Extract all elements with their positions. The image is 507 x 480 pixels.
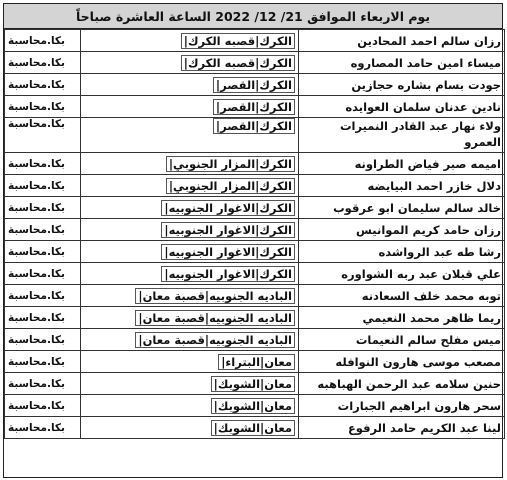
specialization-cell bbox=[5, 263, 81, 285]
specialization-cell bbox=[5, 285, 81, 307]
location-text: معان|الشوبك| bbox=[211, 420, 295, 436]
student-name-cell bbox=[299, 307, 505, 329]
table-row bbox=[5, 241, 505, 263]
location-cell bbox=[81, 74, 299, 96]
specialization-cell bbox=[5, 118, 81, 153]
specialization-cell bbox=[5, 395, 81, 417]
location-cell bbox=[81, 373, 299, 395]
specialization-cell bbox=[5, 373, 81, 395]
specialization-text: بكا.محاسبة bbox=[8, 78, 65, 91]
location-cell bbox=[81, 285, 299, 307]
student-name-cell bbox=[299, 373, 505, 395]
student-name: سحر هارون ابراهيم الجبارات bbox=[337, 398, 501, 413]
table-row bbox=[5, 329, 505, 351]
location-text: الباديه الجنوبيه|قصبة معان| bbox=[135, 332, 295, 348]
student-name-cell bbox=[299, 175, 505, 197]
location-text: الكرك|الاغوار الجنوبيه| bbox=[161, 200, 295, 216]
student-name: ولاء نهار عبد القادر النميرات العمرو bbox=[339, 119, 501, 149]
student-name: رزان سالم احمد المحادين bbox=[357, 33, 501, 48]
specialization-text: بكا.محاسبة bbox=[8, 157, 65, 170]
location-cell bbox=[81, 197, 299, 219]
table-row bbox=[5, 285, 505, 307]
specialization-cell bbox=[5, 351, 81, 373]
student-name: ميساء امين حامد المصاروه bbox=[350, 55, 501, 70]
location-cell bbox=[81, 118, 299, 153]
table-row bbox=[5, 197, 505, 219]
location-text: الباديه الجنوبيه|قصبة معان| bbox=[135, 288, 295, 304]
specialization-cell bbox=[5, 197, 81, 219]
specialization-text: بكا.محاسبة bbox=[8, 118, 65, 130]
location-cell bbox=[81, 52, 299, 74]
specialization-text: بكا.محاسبة bbox=[8, 267, 65, 280]
specialization-text: بكا.محاسبة bbox=[8, 34, 65, 47]
specialization-text: بكا.محاسبة bbox=[8, 245, 65, 258]
exam-schedule-sheet bbox=[3, 3, 503, 478]
student-name-cell bbox=[299, 219, 505, 241]
location-text: الباديه الجنوبيه|قصبة معان| bbox=[135, 310, 295, 326]
student-name: رزان حامد كريم الموانيس bbox=[356, 222, 501, 237]
location-text: معان|الشوبك| bbox=[211, 398, 295, 414]
specialization-cell bbox=[5, 329, 81, 351]
table-row bbox=[5, 307, 505, 329]
location-cell bbox=[81, 307, 299, 329]
location-cell bbox=[81, 263, 299, 285]
specialization-cell bbox=[5, 241, 81, 263]
student-name: علي قبلان عبد ربه الشواوره bbox=[341, 266, 501, 281]
student-name-cell bbox=[299, 74, 505, 96]
table-row bbox=[5, 263, 505, 285]
specialization-text: بكا.محاسبة bbox=[8, 179, 65, 192]
specialization-cell bbox=[5, 219, 81, 241]
location-cell bbox=[81, 329, 299, 351]
location-text: الكرك|الاغوار الجنوبيه| bbox=[161, 222, 295, 238]
student-name-cell bbox=[299, 241, 505, 263]
table-row bbox=[5, 30, 505, 52]
table-row bbox=[5, 175, 505, 197]
student-name: مصعب موسى هارون النوافله bbox=[335, 354, 501, 369]
student-name: دلال خازر احمد البيايضه bbox=[367, 178, 501, 193]
specialization-text: بكا.محاسبة bbox=[8, 399, 65, 412]
location-cell bbox=[81, 351, 299, 373]
table-row bbox=[5, 219, 505, 241]
student-name-cell bbox=[299, 118, 505, 153]
specialization-text: بكا.محاسبة bbox=[8, 333, 65, 346]
location-text: الكرك|قصبه الكرك| bbox=[181, 55, 295, 71]
student-name: رشا طه عبد الرواشده bbox=[378, 244, 501, 259]
student-name-cell bbox=[299, 153, 505, 175]
specialization-cell bbox=[5, 52, 81, 74]
table-row bbox=[5, 74, 505, 96]
location-text: الكرك|القصر| bbox=[213, 99, 295, 115]
location-text: الكرك|المزار الجنوبي| bbox=[166, 178, 295, 194]
specialization-text: بكا.محاسبة bbox=[8, 311, 65, 324]
student-name-cell bbox=[299, 351, 505, 373]
specialization-text: بكا.محاسبة bbox=[8, 289, 65, 302]
location-cell bbox=[81, 417, 299, 439]
specialization-cell bbox=[5, 175, 81, 197]
table-row bbox=[5, 395, 505, 417]
location-cell bbox=[81, 175, 299, 197]
student-name: اميمه صبر فياض الطراونه bbox=[354, 156, 501, 171]
student-name-cell bbox=[299, 96, 505, 118]
location-text: الكرك|الاغوار الجنوبيه| bbox=[161, 266, 295, 282]
specialization-cell bbox=[5, 30, 81, 52]
location-text: الكرك|القصر| bbox=[213, 77, 295, 93]
student-name-cell bbox=[299, 263, 505, 285]
specialization-cell bbox=[5, 417, 81, 439]
table-row bbox=[5, 373, 505, 395]
specialization-text: بكا.محاسبة bbox=[8, 201, 65, 214]
students-table-body bbox=[5, 30, 505, 439]
student-name-cell bbox=[299, 395, 505, 417]
student-name: نادين عدنان سلمان العوايده bbox=[345, 99, 501, 114]
location-text: معان|الشوبك| bbox=[211, 376, 295, 392]
student-name: ميس مفلح سالم النعيمات bbox=[355, 332, 501, 347]
location-cell bbox=[81, 30, 299, 52]
student-name: حنين سلامه عبد الرحمن الهباهبه bbox=[317, 376, 501, 391]
student-name: لينا عبد الكريم حامد الرفوع bbox=[347, 420, 501, 435]
location-text: الكرك|القصر| bbox=[213, 118, 295, 134]
table-row bbox=[5, 351, 505, 373]
location-cell bbox=[81, 96, 299, 118]
specialization-cell bbox=[5, 96, 81, 118]
student-name-cell bbox=[299, 197, 505, 219]
location-text: معان|البتراء| bbox=[218, 354, 295, 370]
specialization-text: بكا.محاسبة bbox=[8, 421, 65, 434]
table-row bbox=[5, 96, 505, 118]
location-cell bbox=[81, 219, 299, 241]
specialization-text: بكا.محاسبة bbox=[8, 100, 65, 113]
student-name: توبه محمد خلف السعادنه bbox=[361, 288, 501, 303]
specialization-text: بكا.محاسبة bbox=[8, 223, 65, 236]
table-row bbox=[5, 118, 505, 153]
student-name: جودت بسام بشاره حجازين bbox=[351, 77, 501, 92]
schedule-title: يوم الاربعاء الموافق 21/ 12/ 2022 الساعة العاشرة صباحاً bbox=[4, 4, 502, 29]
table-row bbox=[5, 52, 505, 74]
student-name-cell bbox=[299, 285, 505, 307]
student-name-cell bbox=[299, 417, 505, 439]
location-text: الكرك|قصبه الكرك| bbox=[181, 33, 295, 49]
specialization-cell bbox=[5, 307, 81, 329]
student-name: خالد سالم سليمان ابو عرقوب bbox=[333, 200, 501, 215]
specialization-cell bbox=[5, 74, 81, 96]
table-row bbox=[5, 417, 505, 439]
location-cell bbox=[81, 153, 299, 175]
location-text: الكرك|الاغوار الجنوبيه| bbox=[161, 244, 295, 260]
specialization-text: بكا.محاسبة bbox=[8, 355, 65, 368]
location-cell bbox=[81, 395, 299, 417]
student-name-cell bbox=[299, 52, 505, 74]
students-table bbox=[4, 29, 505, 439]
location-text: الكرك|المزار الجنوبي| bbox=[166, 156, 295, 172]
specialization-text: بكا.محاسبة bbox=[8, 377, 65, 390]
student-name-cell bbox=[299, 30, 505, 52]
table-row bbox=[5, 153, 505, 175]
student-name-cell bbox=[299, 329, 505, 351]
specialization-text: بكا.محاسبة bbox=[8, 56, 65, 69]
location-cell bbox=[81, 241, 299, 263]
specialization-cell bbox=[5, 153, 81, 175]
student-name: ريما ظاهر محمد النعيمي bbox=[362, 310, 501, 325]
